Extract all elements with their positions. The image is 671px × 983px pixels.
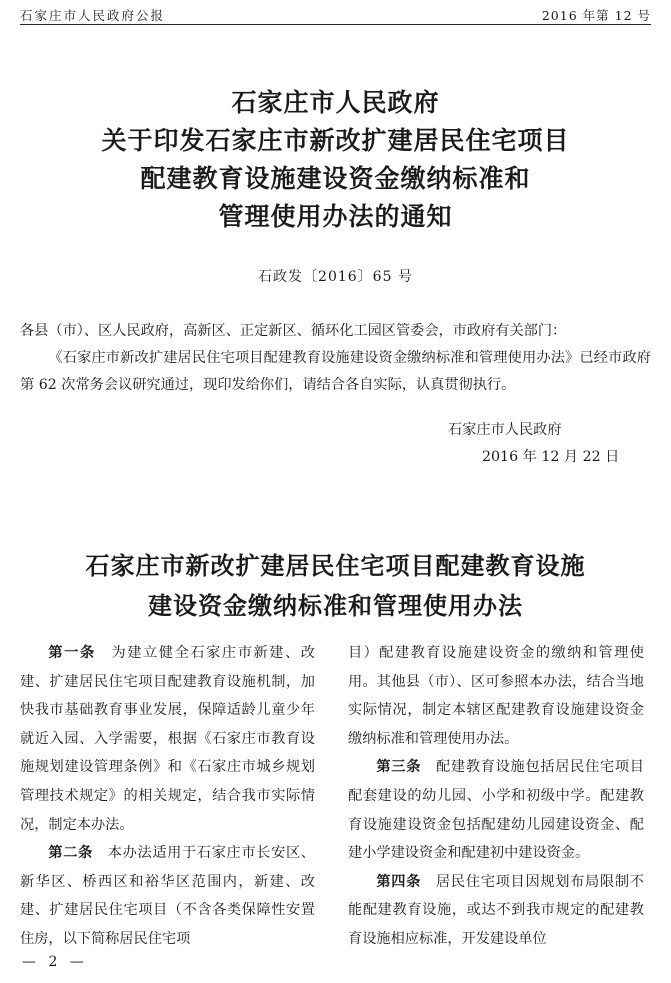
measures-title-line: 石家庄市新改扩建居民住宅项目配建教育设施 (85, 551, 586, 580)
page-number: — 2 — (22, 954, 88, 970)
document-number: 石政发〔2016〕65 号 (258, 269, 413, 285)
measures-title (0, 546, 671, 626)
publication-name: 石家庄市人民政府公报 (20, 8, 166, 23)
right-column (348, 639, 644, 954)
addressee: 各县（市）、区人民政府，高新区、正定新区、循环化工园区管委会，市政府有关部门： (20, 323, 567, 339)
article-continuation (348, 639, 644, 753)
running-header (20, 2, 651, 25)
article-heading: 第四条 (376, 873, 422, 890)
issue-number: 2016 年第 12 号 (541, 8, 651, 23)
notice-title-line: 关于印发石家庄市新改扩建居民住宅项目 (101, 126, 570, 155)
article-paragraph (348, 868, 644, 954)
article-paragraph (20, 639, 315, 839)
signature-block (448, 417, 619, 471)
article-heading: 第三条 (376, 759, 422, 776)
article-text: 为建立健全石家庄市新建、改建、扩建居民住宅项目配建教育设施机制，加快我市基础教育事业发展，保障适龄儿童少年就近入园、入学需要，根据《石家庄市教育设施规划建设管理条例》和《石家庄市城乡规划管理技术规定》的相关规定，结合我市实际情况，制定本办法。 (20, 645, 315, 833)
article-text: 目）配建教育设施建设资金的缴纳和管理使用。其他县（市）、区可参照本办法，结合当地实际情况，制定本辖区配建教育设施建设资金缴纳标准和管理使用办法。 (348, 645, 644, 747)
article-text: 配建教育设施包括居民住宅项目配套建设的幼儿园、小学和初级中学。配建教育设施建设资金包括配建幼儿园建设资金、配建小学建设资金和配建初中建设资金。 (348, 759, 644, 862)
article-paragraph (20, 839, 315, 953)
article-heading: 第一条 (48, 645, 96, 661)
article-heading: 第二条 (48, 845, 93, 862)
notice-title (0, 84, 671, 236)
notice-title-line: 管理使用办法的通知 (218, 202, 453, 231)
left-column (20, 639, 315, 954)
measures-title-line: 建设资金缴纳标准和管理使用办法 (148, 591, 523, 620)
issuer: 石家庄市人民政府 (448, 422, 562, 438)
article-text: 居民住宅项目因规划布局限制不能配建教育设施，或达不到我市规定的配建教育设施相应标准，开发建设单位 (348, 873, 644, 947)
notice-title-line: 配建教育设施建设资金缴纳标准和 (140, 164, 531, 193)
issue-date: 2016 年 12 月 22 日 (482, 449, 620, 465)
notice-title-line: 石家庄市人民政府 (231, 88, 440, 117)
article-text: 本办法适用于石家庄市长安区、新华区、桥西区和裕华区范围内，新建、改建、扩建居民住宅项目（不含各类保障性安置住房，以下简称居民住宅项 (20, 845, 315, 947)
notice-body: 《石家庄市新改扩建居民住宅项目配建教育设施建设资金缴纳标准和管理使用办法》已经市政府第 62 次常务会议研究通过，现印发给你们，请结合各自实际，认真贯彻执行。 (20, 350, 651, 393)
article-paragraph (348, 753, 644, 867)
